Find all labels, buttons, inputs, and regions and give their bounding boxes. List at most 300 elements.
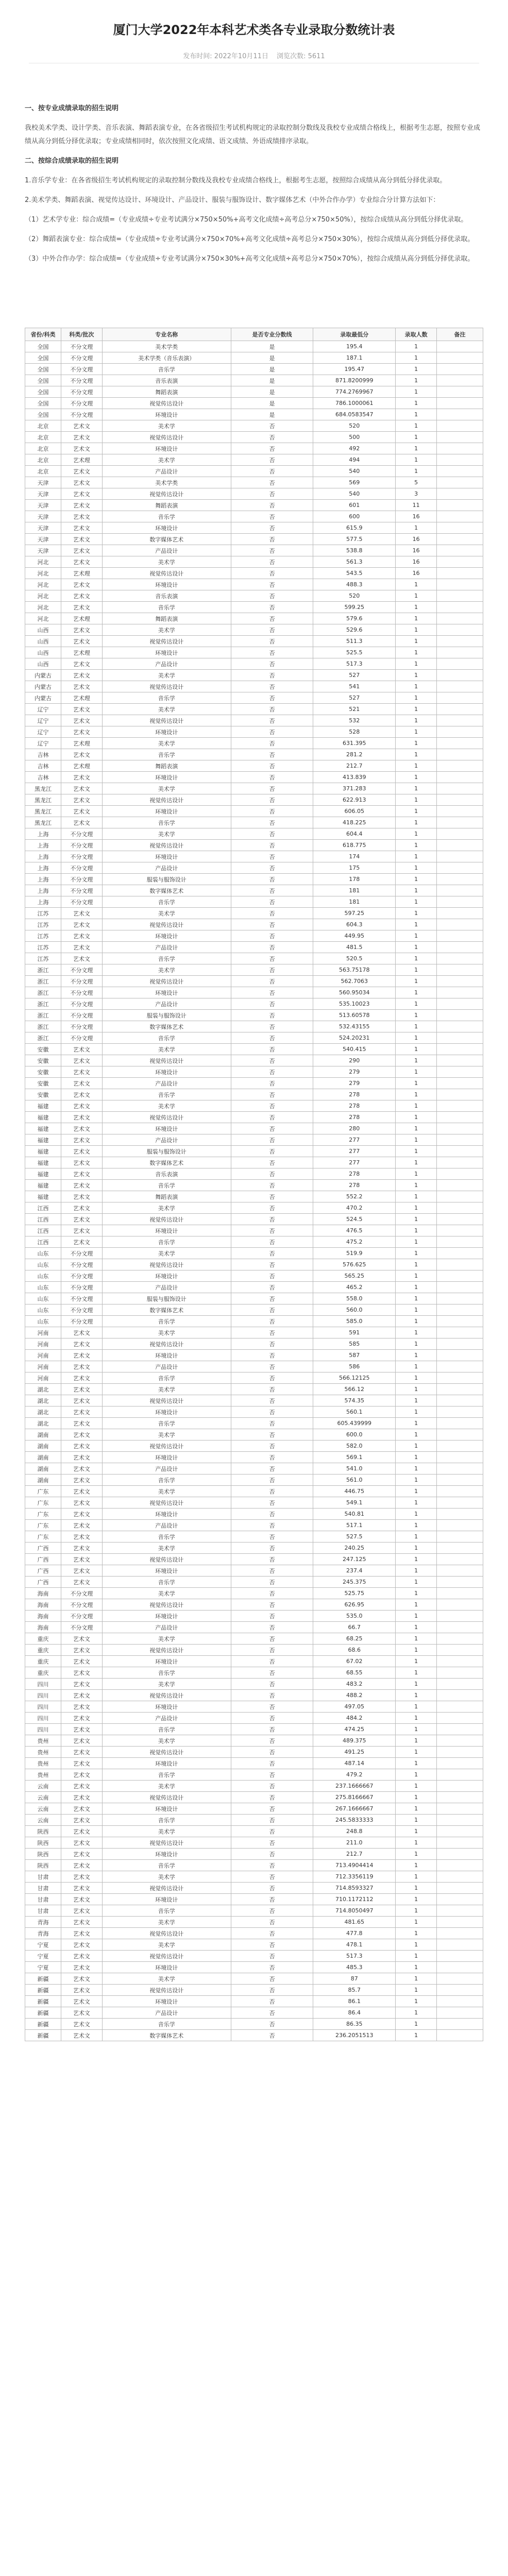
table-cell: 174 [313, 851, 396, 862]
table-cell: 视觉传达设计 [102, 1599, 231, 1611]
table-row [25, 432, 483, 443]
table-cell: 艺术文 [61, 1452, 102, 1463]
table-cell [437, 1815, 483, 1826]
table-cell: 美术学类 [102, 341, 231, 352]
table-cell: 环境设计 [102, 1996, 231, 2007]
table-cell: 视觉传达设计 [102, 1055, 231, 1066]
table-cell: 1 [396, 1100, 437, 1112]
table-row [25, 1985, 483, 1996]
table-cell: 艺术文 [61, 1792, 102, 1803]
table-row [25, 1486, 483, 1497]
table-cell: 艺术文 [61, 1871, 102, 1883]
table-cell [437, 534, 483, 545]
table-cell: 艺术文 [61, 1486, 102, 1497]
table-cell: 艺术文 [61, 1418, 102, 1429]
table-cell: 产品设计 [102, 2007, 231, 2019]
table-cell: 1 [396, 1032, 437, 1044]
table-cell: 1 [396, 1939, 437, 1951]
table-cell: 艺术文 [61, 1406, 102, 1418]
table-cell: 环境设计 [102, 987, 231, 998]
paragraph-2: 1.音乐学专业：在各省级招生考试机构规定的录取控制分数线及我校专业成绩合格线上，根据考生志愿，按照综合成绩从高分到低分择优录取。 [25, 177, 447, 184]
table-cell: 艺术文 [61, 1747, 102, 1758]
table-cell: 否 [231, 1645, 313, 1656]
table-row [25, 1066, 483, 1078]
table-cell [437, 364, 483, 375]
table-cell: 631.395 [313, 738, 396, 749]
table-cell: 1 [396, 874, 437, 885]
table-cell: 是 [231, 398, 313, 409]
table-cell: 不分文理 [61, 987, 102, 998]
section-heading-2: 二、按综合成绩录取的招生说明 [25, 157, 119, 165]
table-row [25, 1973, 483, 1985]
table-cell: 产品设计 [102, 1713, 231, 1724]
table-cell: 贵州 [25, 1769, 61, 1781]
table-cell: 视觉传达设计 [102, 794, 231, 806]
table-cell: 否 [231, 2030, 313, 2041]
table-cell: 1 [396, 602, 437, 613]
table-cell: 否 [231, 1577, 313, 1588]
table-row [25, 1429, 483, 1440]
table-row [25, 1497, 483, 1509]
table-row [25, 1735, 483, 1747]
table-cell: 艺术文 [61, 930, 102, 942]
table-cell: 否 [231, 1089, 313, 1100]
table-cell: 艺术文 [61, 749, 102, 760]
table-cell [437, 1860, 483, 1871]
table-cell: 528 [313, 726, 396, 738]
table-cell: 278 [313, 1180, 396, 1191]
table-cell: 212.7 [313, 760, 396, 772]
table-cell [437, 1633, 483, 1645]
table-cell: 美术学 [102, 1486, 231, 1497]
table-cell: 600 [313, 511, 396, 522]
table-cell: 474.25 [313, 1724, 396, 1735]
table-row [25, 987, 483, 998]
table-cell [437, 477, 483, 488]
table-cell: 524.20231 [313, 1032, 396, 1044]
paragraph-3: 2.美术学类、舞蹈表演、视觉传达设计、环境设计、产品设计、服装与服饰设计、数字媒体艺术（中外合作办学）专业综合分计算方法如下： [25, 196, 440, 204]
table-cell: 福建 [25, 1112, 61, 1123]
table-cell: 环境设计 [102, 726, 231, 738]
table-cell: 561.0 [313, 1475, 396, 1486]
table-cell: 不分文理 [61, 862, 102, 874]
table-cell: 否 [231, 568, 313, 579]
table-cell: 天津 [25, 488, 61, 500]
table-cell: 辽宁 [25, 704, 61, 715]
table-cell: 1 [396, 1236, 437, 1248]
table-row [25, 1905, 483, 1917]
table-cell: 1 [396, 1429, 437, 1440]
table-cell: 不分文理 [61, 352, 102, 364]
table-cell: 否 [231, 1236, 313, 1248]
table-cell: 上海 [25, 885, 61, 896]
table-cell: 艺术文 [61, 579, 102, 590]
table-cell [437, 1270, 483, 1282]
table-cell: 否 [231, 885, 313, 896]
table-cell: 不分文理 [61, 375, 102, 386]
table-cell: 否 [231, 1769, 313, 1781]
table-cell: 247.125 [313, 1554, 396, 1565]
table-cell [437, 1406, 483, 1418]
table-cell [437, 1361, 483, 1372]
table-cell: 吉林 [25, 749, 61, 760]
table-cell [437, 783, 483, 794]
table-cell: 1 [396, 454, 437, 466]
table-cell: 宁夏 [25, 1962, 61, 1973]
table-row [25, 998, 483, 1010]
table-cell: 江西 [25, 1202, 61, 1214]
table-cell: 是 [231, 386, 313, 398]
table-row [25, 1633, 483, 1645]
table-cell: 1 [396, 1021, 437, 1032]
table-cell: 艺术文 [61, 1735, 102, 1747]
table-cell: 艺术文 [61, 1645, 102, 1656]
table-cell [437, 1667, 483, 1679]
table-cell: 视觉传达设计 [102, 715, 231, 726]
table-cell: 美术学 [102, 556, 231, 568]
table-cell: 四川 [25, 1724, 61, 1735]
table-cell: 视觉传达设计 [102, 1338, 231, 1350]
table-cell: 1 [396, 817, 437, 828]
table-cell [437, 2019, 483, 2030]
table-row [25, 930, 483, 942]
paragraph-4: （1）艺术学专业：综合成绩=（专业成绩÷专业考试满分×750×50%+高考文化成绩÷高考总分×750×50%），按综合成绩从高分到低分择优录取。 [25, 216, 468, 224]
table-cell: 1 [396, 2019, 437, 2030]
table-cell: 江西 [25, 1225, 61, 1236]
table-cell: 否 [231, 1475, 313, 1486]
table-cell: 否 [231, 1440, 313, 1452]
table-cell: 529.6 [313, 624, 396, 636]
table-cell: 艺术文 [61, 1917, 102, 1928]
table-cell: 艺术文 [61, 488, 102, 500]
table-cell: 艺术文 [61, 602, 102, 613]
table-cell: 安徽 [25, 1055, 61, 1066]
table-cell: 全国 [25, 364, 61, 375]
table-cell: 山东 [25, 1293, 61, 1304]
table-row [25, 466, 483, 477]
table-cell [437, 1803, 483, 1815]
table-cell [437, 1452, 483, 1463]
table-cell: 美术学 [102, 1939, 231, 1951]
table-cell: 否 [231, 1554, 313, 1565]
table-cell: 数字媒体艺术 [102, 1304, 231, 1316]
table-cell: 245.375 [313, 1577, 396, 1588]
table-cell [437, 1180, 483, 1191]
table-cell: 1 [396, 1996, 437, 2007]
table-cell: 视觉传达设计 [102, 1837, 231, 1849]
table-row [25, 1089, 483, 1100]
table-cell: 558.0 [313, 1293, 396, 1304]
table-cell: 不分文理 [61, 1304, 102, 1316]
table-cell: 1 [396, 432, 437, 443]
table-cell: 舞蹈表演 [102, 760, 231, 772]
table-cell: 1 [396, 1293, 437, 1304]
table-cell: 上海 [25, 862, 61, 874]
table-cell: 1 [396, 1905, 437, 1917]
table-cell: 1 [396, 1928, 437, 1939]
table-cell: 北京 [25, 443, 61, 454]
table-cell: 否 [231, 840, 313, 851]
table-cell: 山西 [25, 624, 61, 636]
table-cell: 532.43155 [313, 1021, 396, 1032]
table-cell: 舞蹈表演 [102, 613, 231, 624]
table-cell [437, 545, 483, 556]
table-cell: 478.1 [313, 1939, 396, 1951]
table-cell: 海南 [25, 1622, 61, 1633]
table-cell: 艺术文 [61, 1350, 102, 1361]
table-cell: 566.12 [313, 1384, 396, 1395]
table-cell [437, 1089, 483, 1100]
table-row [25, 1588, 483, 1599]
table-row [25, 862, 483, 874]
column-header: 专业名称 [102, 328, 231, 341]
table-row [25, 1860, 483, 1871]
table-cell: 1 [396, 1792, 437, 1803]
table-cell: 181 [313, 885, 396, 896]
table-cell: 音乐学 [102, 2019, 231, 2030]
table-cell: 不分文理 [61, 1032, 102, 1044]
table-cell: 1 [396, 1452, 437, 1463]
table-row [25, 454, 483, 466]
table-cell: 487.14 [313, 1758, 396, 1769]
table-cell: 1 [396, 1917, 437, 1928]
table-cell: 1 [396, 1304, 437, 1316]
table-cell: 美术学 [102, 964, 231, 976]
table-cell: 1 [396, 1826, 437, 1837]
table-row [25, 647, 483, 658]
table-cell: 新疆 [25, 1996, 61, 2007]
table-cell: 277 [313, 1134, 396, 1146]
table-cell: 音乐表演 [102, 1168, 231, 1180]
table-cell: 否 [231, 1418, 313, 1429]
table-cell: 艺术文 [61, 1996, 102, 2007]
table-row [25, 375, 483, 386]
table-cell: 美术学 [102, 454, 231, 466]
table-cell: 否 [231, 704, 313, 715]
table-cell: 不分文理 [61, 1293, 102, 1304]
table-cell: 环境设计 [102, 1758, 231, 1769]
table-cell: 艺术文 [61, 1985, 102, 1996]
table-cell: 艺术文 [61, 522, 102, 534]
column-header: 录取最低分 [313, 328, 396, 341]
table-cell: 否 [231, 1713, 313, 1724]
table-cell: 视觉传达设计 [102, 919, 231, 930]
table-cell: 视觉传达设计 [102, 1214, 231, 1225]
table-cell: 否 [231, 783, 313, 794]
table-cell: 环境设计 [102, 772, 231, 783]
table-cell: 574.35 [313, 1395, 396, 1406]
table-cell: 513.60578 [313, 1010, 396, 1021]
table-row [25, 1350, 483, 1361]
table-cell [437, 579, 483, 590]
table-cell: 604.3 [313, 919, 396, 930]
table-cell: 视觉传达设计 [102, 636, 231, 647]
table-cell: 贵州 [25, 1735, 61, 1747]
table-cell: 527 [313, 670, 396, 681]
table-cell: 艺术理 [61, 692, 102, 704]
table-row [25, 1395, 483, 1406]
table-cell [437, 590, 483, 602]
table-cell: 否 [231, 1894, 313, 1905]
table-row [25, 783, 483, 794]
table-cell [437, 1599, 483, 1611]
table-row [25, 1236, 483, 1248]
table-row [25, 1645, 483, 1656]
table-cell: 河南 [25, 1327, 61, 1338]
table-cell: 否 [231, 1463, 313, 1475]
table-cell: 710.1172112 [313, 1894, 396, 1905]
table-cell: 786.1000061 [313, 398, 396, 409]
table-cell: 714.8593327 [313, 1883, 396, 1894]
table-cell [437, 1645, 483, 1656]
table-cell: 美术学 [102, 1735, 231, 1747]
table-cell: 艺术文 [61, 1554, 102, 1565]
table-cell: 475.2 [313, 1236, 396, 1248]
table-cell: 517.1 [313, 1520, 396, 1531]
table-cell: 181 [313, 896, 396, 908]
table-row [25, 1304, 483, 1316]
table-cell [437, 1032, 483, 1044]
table-cell: 否 [231, 454, 313, 466]
table-cell [437, 908, 483, 919]
table-cell: 艺术理 [61, 760, 102, 772]
table-cell: 1 [396, 1599, 437, 1611]
table-cell: 497.05 [313, 1701, 396, 1713]
table-cell: 艺术文 [61, 556, 102, 568]
table-row [25, 976, 483, 987]
table-cell [437, 919, 483, 930]
table-cell: 否 [231, 1293, 313, 1304]
table-cell: 美术学 [102, 908, 231, 919]
table-cell: 艺术文 [61, 1044, 102, 1055]
table-cell: 美术学 [102, 783, 231, 794]
table-cell [437, 500, 483, 511]
table-cell: 不分文理 [61, 1259, 102, 1270]
table-cell: 艺术文 [61, 1656, 102, 1667]
table-cell: 艺术文 [61, 1202, 102, 1214]
table-cell: 江西 [25, 1236, 61, 1248]
table-cell: 否 [231, 1021, 313, 1032]
table-cell: 否 [231, 964, 313, 976]
table-cell: 产品设计 [102, 1078, 231, 1089]
table-cell: 否 [231, 930, 313, 942]
table-cell: 11 [396, 500, 437, 511]
table-cell: 488.2 [313, 1690, 396, 1701]
table-cell: 68.6 [313, 1645, 396, 1656]
table-cell: 是 [231, 409, 313, 420]
table-cell [437, 760, 483, 772]
table-cell: 560.0 [313, 1304, 396, 1316]
table-cell: 否 [231, 1781, 313, 1792]
table-cell: 1 [396, 613, 437, 624]
table-cell: 1 [396, 908, 437, 919]
table-cell: 浙江 [25, 976, 61, 987]
table-cell: 数字媒体艺术 [102, 2030, 231, 2041]
table-cell: 622.913 [313, 794, 396, 806]
table-cell: 美术学 [102, 704, 231, 715]
table-cell: 否 [231, 1962, 313, 1973]
table-cell [437, 953, 483, 964]
table-cell: 86.4 [313, 2007, 396, 2019]
table-cell: 甘肃 [25, 1905, 61, 1917]
table-row [25, 1055, 483, 1066]
table-cell: 宁夏 [25, 1951, 61, 1962]
paragraph-5: （2）舞蹈表演专业：综合成绩=（专业成绩÷专业考试满分×750×70%+高考文化成绩÷高考总分×750×30%），按综合成绩从高分到低分择优录取。 [25, 235, 475, 243]
table-cell: 艺术文 [61, 1803, 102, 1815]
table-cell: 艺术文 [61, 1225, 102, 1236]
column-header: 录取人数 [396, 328, 437, 341]
table-cell: 1 [396, 1860, 437, 1871]
table-cell [437, 1962, 483, 1973]
table-cell: 广东 [25, 1520, 61, 1531]
table-cell: 1 [396, 1055, 437, 1066]
table-cell: 485.3 [313, 1962, 396, 1973]
table-cell: 否 [231, 817, 313, 828]
table-cell: 否 [231, 1032, 313, 1044]
table-cell: 85.7 [313, 1985, 396, 1996]
table-cell: 河北 [25, 568, 61, 579]
table-cell: 艺术文 [61, 477, 102, 488]
table-cell: 否 [231, 1815, 313, 1826]
table-cell: 艺术文 [61, 942, 102, 953]
table-row [25, 1554, 483, 1565]
table-cell: 艺术理 [61, 738, 102, 749]
table-cell: 1 [396, 692, 437, 704]
table-cell: 585 [313, 1338, 396, 1350]
table-cell: 艺术文 [61, 1837, 102, 1849]
table-cell: 视觉传达设计 [102, 840, 231, 851]
table-cell: 艺术文 [61, 624, 102, 636]
table-cell: 否 [231, 1531, 313, 1543]
table-row [25, 1191, 483, 1202]
table-cell: 艺术文 [61, 1157, 102, 1168]
page-title: 厦门大学2022年本科艺术类各专业录取分数统计表 [113, 23, 395, 37]
table-cell [437, 851, 483, 862]
table-cell [437, 556, 483, 568]
table-cell: 1 [396, 976, 437, 987]
table-cell: 不分文理 [61, 896, 102, 908]
table-cell [437, 681, 483, 692]
table-row [25, 749, 483, 760]
table-cell: 1 [396, 2030, 437, 2041]
table-cell: 不分文理 [61, 386, 102, 398]
table-header-row [25, 328, 483, 341]
table-cell: 山东 [25, 1304, 61, 1316]
table-cell: 541 [313, 681, 396, 692]
table-cell: 产品设计 [102, 1134, 231, 1146]
table-cell: 1 [396, 1849, 437, 1860]
table-cell: 艺术文 [61, 1577, 102, 1588]
table-cell: 不分文理 [61, 1599, 102, 1611]
table-cell: 重庆 [25, 1667, 61, 1679]
table-cell: 否 [231, 919, 313, 930]
table-row [25, 579, 483, 590]
table-cell [437, 1554, 483, 1565]
table-cell: 1 [396, 1554, 437, 1565]
table-cell: 否 [231, 432, 313, 443]
table-cell: 四川 [25, 1701, 61, 1713]
table-cell: 上海 [25, 828, 61, 840]
article-meta [0, 50, 508, 60]
table-row [25, 1021, 483, 1032]
table-cell: 艺术文 [61, 1236, 102, 1248]
table-cell: 上海 [25, 896, 61, 908]
table-row [25, 386, 483, 398]
column-header: 是否专业分数线 [231, 328, 313, 341]
table-cell: 产品设计 [102, 1622, 231, 1633]
table-cell: 河北 [25, 590, 61, 602]
table-cell: 甘肃 [25, 1871, 61, 1883]
